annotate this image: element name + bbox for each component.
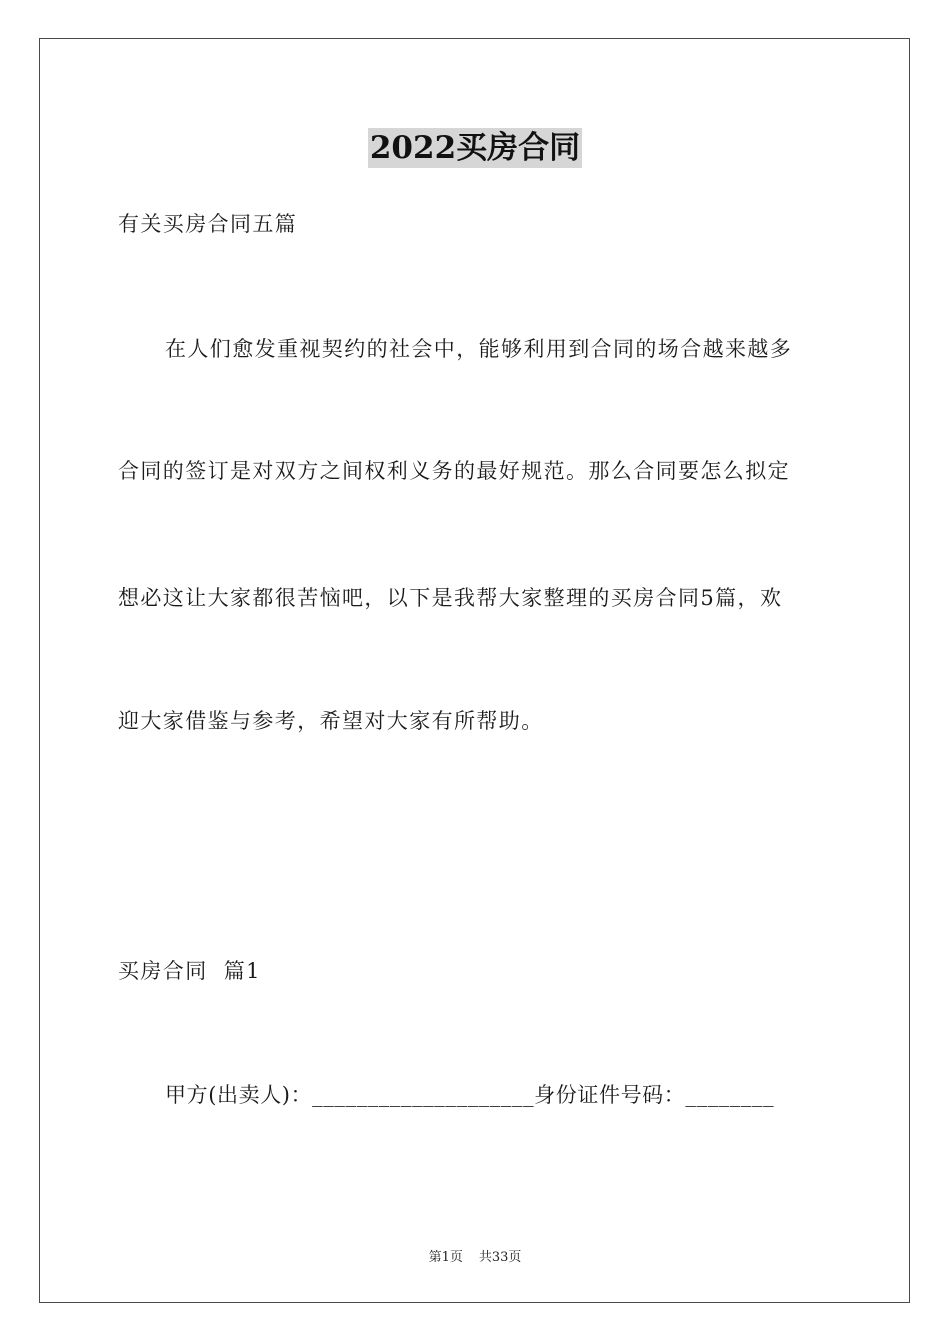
section-heading: 买房合同 篇1 bbox=[118, 959, 261, 983]
intro-line-3: 想必这让大家都很苦恼吧，以下是我帮大家整理的买房合同5篇，欢 bbox=[118, 586, 783, 610]
intro-line-1: 在人们愈发重视契约的社会中，能够利用到合同的场合越来越多 bbox=[165, 337, 793, 361]
page-total: 共33页 bbox=[478, 1250, 522, 1265]
document-title: 2022买房合同 bbox=[369, 130, 581, 166]
intro-line-4: 迎大家借鉴与参考，希望对大家有所帮助。 bbox=[118, 709, 544, 733]
page-number: 第1页 bbox=[428, 1250, 463, 1265]
title-container bbox=[0, 128, 950, 168]
document-subtitle: 有关买房合同五篇 bbox=[118, 212, 298, 236]
intro-line-2: 合同的签订是对双方之间权利义务的最好规范。那么合同要怎么拟定 bbox=[118, 459, 790, 483]
party-a-line: 甲方(出卖人)：____________________身份证件号码：________ bbox=[165, 1083, 775, 1107]
page-footer bbox=[0, 1249, 950, 1267]
